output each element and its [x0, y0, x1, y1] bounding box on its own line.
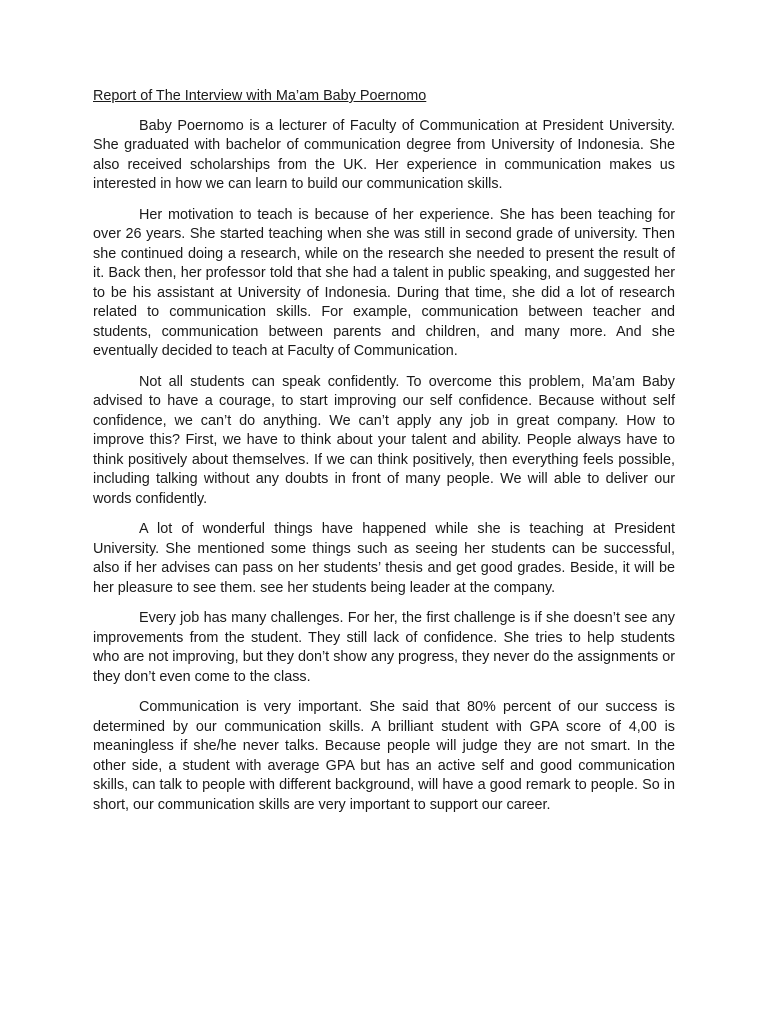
- paragraph-challenges: Every job has many challenges. For her, the first challenge is if she doesn’t see any improvements from the student. They still lack of confidence. She tries to help students who are not improving, but they don’t show any progress, they never do the assignments or they don’t even come to the class.: [93, 610, 675, 685]
- paragraph-importance: Communication is very important. She said that 80% percent of our success is determined by our communication skills. A brilliant student with GPA score of 4,00 is meaningless if she/he never talks. Because people will judge they are not smart. In the other side, a student with average GPA but has an active self and good communication skills, can talk to people with different background, will have a good remark to people. So in short, our communication skills are very important to support our career.: [93, 699, 675, 813]
- paragraph-introduction: Baby Poernomo is a lecturer of Faculty of Communication at President University. She graduated with bachelor of communication degree from University of Indonesia. She also received scholarships from the UK. Her experience in communication makes us interested in how we can learn to build our communication skills.: [93, 117, 675, 192]
- document-title: Report of The Interview with Ma’am Baby Poernomo: [93, 88, 427, 104]
- document-page: [93, 87, 675, 826]
- paragraph-confidence: Not all students can speak confidently. To overcome this problem, Ma’am Baby advised to have a courage, to start improving our self confidence. Because without self confidence, we can’t do anything. We can’t apply any job in great company. How to improve this? First, we have to think about your talent and ability. People always have to think positively about themselves. If we can think positively, then everything feels possible, including talking without any doubts in front of many people. We will able to deliver our words confidently.: [93, 373, 675, 507]
- paragraph-motivation: Her motivation to teach is because of her experience. She has been teaching for over 26 years. She started teaching when she was still in second grade of university. Then she continued doing a research, while on the research she needed to present the result of it. Back then, her professor told that she had a talent in public speaking, and suggested her to be his assistant at University of Indonesia. During that time, she did a lot of research related to communication skills. For example, communication between teacher and students, communication between parents and children, and many more. And she eventually decided to teach at Faculty of Communication.: [93, 206, 675, 359]
- paragraph-wonderful-things: A lot of wonderful things have happened while she is teaching at President University. She mentioned some things such as seeing her students can be successful, also if her advises can pass on her students’ thesis and get good grades. Beside, it will be her pleasure to see them. see her students being leader at the company.: [93, 521, 675, 596]
